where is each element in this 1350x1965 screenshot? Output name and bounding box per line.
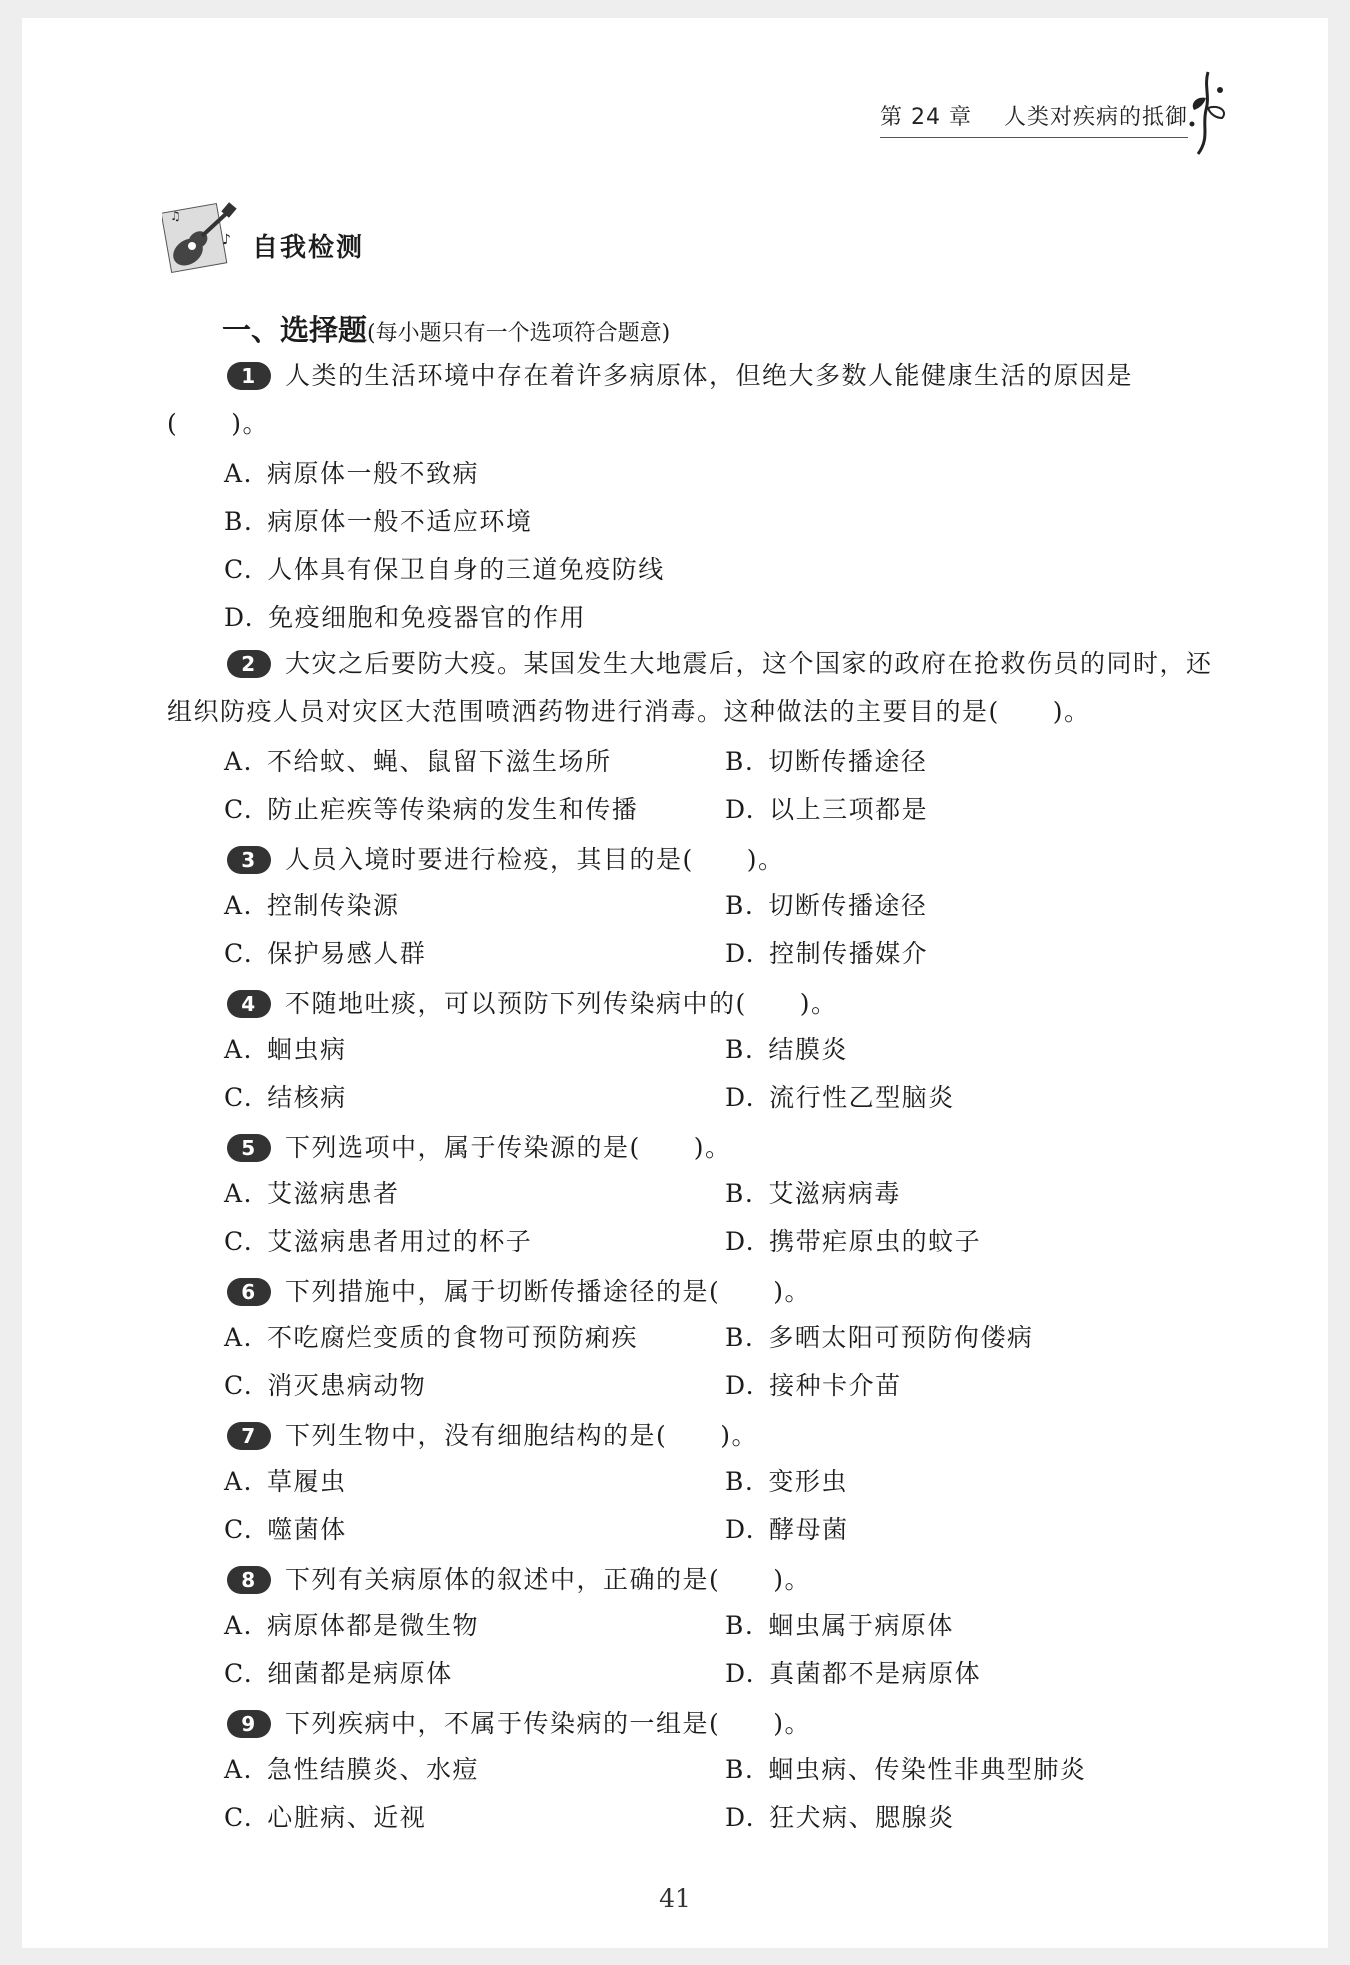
option-text: 真菌都不是病原体 [769, 1659, 982, 1688]
option-text: 噬菌体 [267, 1515, 347, 1544]
option-label: A. [224, 747, 254, 776]
option-label: C. [224, 1371, 254, 1400]
option-label: C. [224, 1083, 254, 1112]
option-label: A. [224, 1035, 254, 1064]
option-text: 消灭患病动物 [267, 1371, 427, 1400]
option-text: 艾滋病患者用过的杯子 [267, 1227, 533, 1256]
option-text: 保护易感人群 [267, 939, 427, 968]
option-label: B. [725, 1179, 755, 1208]
question-number-badge: 4 [227, 990, 271, 1018]
option-label: C. [224, 1515, 254, 1544]
question-5 [167, 1124, 1229, 1172]
option-text: 心脏病、近视 [267, 1803, 427, 1832]
option-label: D. [725, 1083, 756, 1112]
option-text: 免疫细胞和免疫器官的作用 [268, 603, 587, 632]
section-title: 自我检测 [252, 232, 365, 263]
option-text: 病原体一般不适应环境 [267, 507, 533, 536]
question-number-badge: 8 [227, 1566, 271, 1594]
option-text: 以上三项都是 [769, 795, 929, 824]
option-text: 艾滋病病毒 [768, 1179, 901, 1208]
option-label: C. [224, 795, 254, 824]
option-text: 蛔虫病 [267, 1035, 347, 1064]
question-stem: 人员入境时要进行检疫，其目的是( )。 [285, 845, 785, 874]
option-text: 蛔虫属于病原体 [768, 1611, 954, 1640]
option-text: 切断传播途径 [768, 891, 928, 920]
question-7 [167, 1412, 1229, 1460]
question-number-badge: 7 [227, 1422, 271, 1450]
page-number: 41 [659, 1884, 691, 1913]
question-number-badge: 5 [227, 1134, 271, 1162]
option-a[interactable] [224, 1462, 347, 1502]
question-stem: 大灾之后要防大疫。某国发生大地震后，这个国家的政府在抢救伤员的同时，还组织防疫人员对灾区大范围喷洒药物进行消毒。这种做法的主要目的是( )。 [167, 649, 1213, 726]
option-label: D. [725, 1659, 756, 1688]
option-text: 草履虫 [267, 1467, 347, 1496]
option-a[interactable] [224, 1318, 638, 1358]
option-text: 接种卡介苗 [769, 1371, 902, 1400]
option-b[interactable] [725, 1750, 1086, 1790]
option-text: 变形虫 [768, 1467, 848, 1496]
option-text: 细菌都是病原体 [267, 1659, 453, 1688]
option-label: D. [725, 1227, 756, 1256]
option-text: 控制传播媒介 [769, 939, 929, 968]
option-d[interactable] [224, 598, 586, 638]
option-text: 多晒太阳可预防佝偻病 [768, 1323, 1034, 1352]
option-c[interactable] [224, 1654, 453, 1694]
option-c[interactable] [224, 1510, 347, 1550]
option-text: 不给蚊、蝇、鼠留下滋生场所 [267, 747, 612, 776]
option-b[interactable] [725, 1318, 1033, 1358]
option-label: A. [224, 1179, 254, 1208]
option-a[interactable] [224, 1174, 400, 1214]
option-label: B. [224, 507, 254, 536]
part-note: (每小题只有一个选项符合题意) [367, 321, 671, 346]
question-stem: 下列选项中，属于传染源的是( )。 [285, 1133, 732, 1162]
option-text: 结核病 [267, 1083, 347, 1112]
option-b[interactable] [224, 502, 532, 542]
option-d[interactable] [725, 1222, 981, 1262]
question-2 [167, 640, 1229, 736]
textbook-page [22, 18, 1328, 1948]
option-d[interactable] [725, 1510, 849, 1550]
option-a[interactable] [224, 1030, 347, 1070]
option-text: 流行性乙型脑炎 [769, 1083, 955, 1112]
question-number-badge: 9 [227, 1710, 271, 1738]
question-stem: 下列疾病中，不属于传染病的一组是( )。 [285, 1709, 812, 1738]
option-text: 酵母菌 [769, 1515, 849, 1544]
option-label: C. [224, 1227, 254, 1256]
option-c[interactable] [224, 790, 638, 830]
option-text: 狂犬病、腮腺炎 [769, 1803, 955, 1832]
option-text: 病原体都是微生物 [267, 1611, 480, 1640]
question-stem: 人类的生活环境中存在着许多病原体，但绝大多数人能健康生活的原因是( )。 [167, 361, 1134, 438]
question-stem: 下列有关病原体的叙述中，正确的是( )。 [285, 1565, 812, 1594]
option-text: 艾滋病患者 [267, 1179, 400, 1208]
question-9 [167, 1700, 1229, 1748]
option-text: 控制传染源 [267, 891, 400, 920]
section-heading [162, 200, 364, 280]
option-a[interactable] [224, 1606, 479, 1646]
option-c[interactable] [224, 550, 665, 590]
option-text: 急性结膜炎、水痘 [267, 1755, 480, 1784]
question-number-badge: 2 [227, 650, 271, 678]
option-label: D. [725, 795, 756, 824]
option-label: D. [725, 939, 756, 968]
option-b[interactable] [725, 1462, 848, 1502]
question-6 [167, 1268, 1229, 1316]
chapter-header [880, 100, 1188, 138]
question-1 [167, 352, 1229, 448]
option-label: A. [224, 459, 254, 488]
option-label: C. [224, 1803, 254, 1832]
question-number-badge: 1 [227, 362, 271, 390]
part-main-title: 一、选择题 [222, 313, 368, 347]
option-label: A. [224, 1611, 254, 1640]
option-label: A. [224, 1755, 254, 1784]
option-label: D. [725, 1371, 756, 1400]
svg-text:♪: ♪ [222, 232, 231, 248]
option-b[interactable] [725, 1606, 954, 1646]
option-d[interactable] [725, 1078, 955, 1118]
option-d[interactable] [725, 1366, 902, 1406]
option-b[interactable] [725, 742, 927, 782]
option-label: B. [725, 747, 755, 776]
guitar-music-icon [162, 200, 242, 280]
option-label: D. [725, 1803, 756, 1832]
option-c[interactable] [224, 934, 426, 974]
option-b[interactable] [725, 886, 927, 926]
option-text: 防止疟疾等传染病的发生和传播 [267, 795, 639, 824]
option-d[interactable] [725, 1798, 955, 1838]
question-number-badge: 6 [227, 1278, 271, 1306]
question-3 [167, 836, 1229, 884]
option-label: D. [224, 603, 255, 632]
chapter-title: 人类对疾病的抵御 [1003, 105, 1188, 130]
chapter-number: 第 24 章 [880, 105, 972, 130]
option-label: B. [725, 1611, 755, 1640]
option-label: B. [725, 1755, 755, 1784]
option-a[interactable] [224, 1750, 479, 1790]
option-c[interactable] [224, 1078, 347, 1118]
option-label: C. [224, 555, 254, 584]
option-label: A. [224, 1467, 254, 1496]
option-d[interactable] [725, 1654, 981, 1694]
option-d[interactable] [725, 934, 928, 974]
option-text: 携带疟原虫的蚊子 [769, 1227, 982, 1256]
option-c[interactable] [224, 1222, 532, 1262]
question-stem: 下列措施中，属于切断传播途径的是( )。 [285, 1277, 812, 1306]
option-label: B. [725, 1467, 755, 1496]
question-number-badge: 3 [227, 846, 271, 874]
option-label: C. [224, 1659, 254, 1688]
option-text: 不吃腐烂变质的食物可预防痢疾 [267, 1323, 639, 1352]
option-a[interactable] [224, 742, 612, 782]
option-label: A. [224, 891, 254, 920]
question-8 [167, 1556, 1229, 1604]
question-stem: 不随地吐痰，可以预防下列传染病中的( )。 [285, 989, 838, 1018]
option-text: 病原体一般不致病 [267, 459, 480, 488]
question-stem: 下列生物中，没有细胞结构的是( )。 [285, 1421, 759, 1450]
option-label: A. [224, 1323, 254, 1352]
option-text: 结膜炎 [768, 1035, 848, 1064]
option-c[interactable] [224, 1366, 426, 1406]
option-b[interactable] [725, 1174, 901, 1214]
option-b[interactable] [725, 1030, 848, 1070]
option-c[interactable] [224, 1798, 426, 1838]
option-text: 人体具有保卫自身的三道免疫防线 [267, 555, 665, 584]
svg-text:♫: ♫ [170, 209, 181, 223]
option-label: B. [725, 1035, 755, 1064]
option-label: B. [725, 1323, 755, 1352]
option-text: 蛔虫病、传染性非典型肺炎 [768, 1755, 1087, 1784]
option-d[interactable] [725, 790, 928, 830]
question-4 [167, 980, 1229, 1028]
option-label: B. [725, 891, 755, 920]
option-a[interactable] [224, 886, 400, 926]
option-text: 切断传播途径 [768, 747, 928, 776]
part-title [222, 308, 670, 349]
option-label: C. [224, 939, 254, 968]
option-label: D. [725, 1515, 756, 1544]
option-a[interactable] [224, 454, 479, 494]
floral-ornament-icon [1180, 68, 1236, 158]
